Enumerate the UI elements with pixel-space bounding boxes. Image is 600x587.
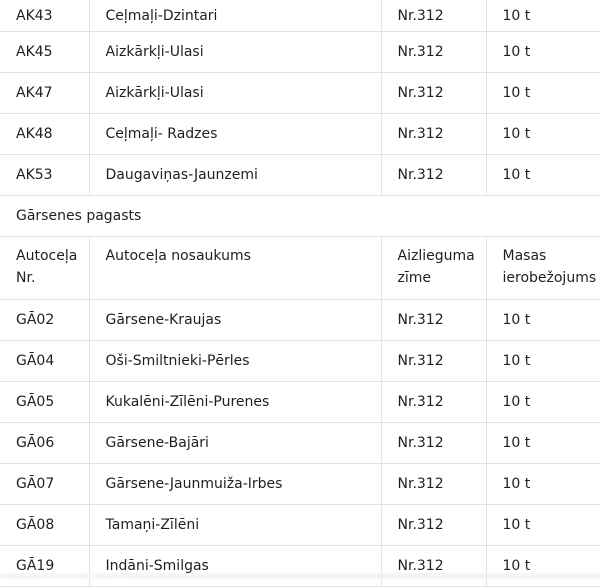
mass-limit: 10 t [486, 340, 600, 381]
road-number: AK47 [0, 73, 89, 114]
prohibition-sign: Nr.312 [381, 299, 486, 340]
mass-limit: 10 t [486, 299, 600, 340]
road-number: GĀ04 [0, 340, 89, 381]
prohibition-sign: Nr.312 [381, 422, 486, 463]
mass-limit: 10 t [486, 155, 600, 196]
road-number: GĀ02 [0, 299, 89, 340]
table-row [0, 381, 600, 422]
bottom-fade [0, 573, 600, 579]
road-number: AK48 [0, 114, 89, 155]
road-name: Oši-Smiltnieki-Pērles [89, 340, 381, 381]
mass-limit: 10 t [486, 463, 600, 504]
table-row [0, 299, 600, 340]
table-row [0, 504, 600, 545]
mass-limit: 10 t [486, 32, 600, 73]
table-row [0, 0, 600, 32]
road-name: Aizkārkļi-Ulasi [89, 32, 381, 73]
road-name: Tamaņi-Zīlēni [89, 504, 381, 545]
table-row [0, 73, 600, 114]
mass-limit: 10 t [486, 114, 600, 155]
table-row [0, 545, 600, 586]
road-number: GĀ19 [0, 545, 89, 586]
table-row [0, 114, 600, 155]
road-name: Kukalēni-Zīlēni-Purenes [89, 381, 381, 422]
road-name: Daugaviņas-Jaunzemi [89, 155, 381, 196]
road-name: Aizkārkļi-Ulasi [89, 73, 381, 114]
table-row [0, 32, 600, 73]
mass-limit: 10 t [486, 73, 600, 114]
road-number: GĀ06 [0, 422, 89, 463]
table-row [0, 463, 600, 504]
mass-limit: 10 t [486, 0, 600, 32]
garsenes-roads-table [0, 237, 600, 587]
table-row [0, 155, 600, 196]
mass-limit: 10 t [486, 422, 600, 463]
road-number: GĀ08 [0, 504, 89, 545]
prohibition-sign: Nr.312 [381, 155, 486, 196]
road-name: Ceļmaļi- Radzes [89, 114, 381, 155]
road-name: Gārsene-Kraujas [89, 299, 381, 340]
prohibition-sign: Nr.312 [381, 504, 486, 545]
road-name: Gārsene-Jaunmuiža-Irbes [89, 463, 381, 504]
section-title: Gārsenes pagasts [0, 196, 600, 237]
prohibition-sign: Nr.312 [381, 32, 486, 73]
prohibition-sign: Nr.312 [381, 114, 486, 155]
prohibition-sign: Nr.312 [381, 0, 486, 32]
prohibition-sign: Nr.312 [381, 545, 486, 586]
table-row [0, 340, 600, 381]
road-name: Indāni-Smilgas [89, 545, 381, 586]
mass-limit: 10 t [486, 381, 600, 422]
header-prohibition-sign: Aizlieguma zīme [381, 237, 486, 299]
mass-limit: 10 t [486, 504, 600, 545]
road-number: AK43 [0, 0, 89, 32]
header-road-number: Autoceļa Nr. [0, 237, 89, 299]
table-row [0, 422, 600, 463]
header-road-name: Autoceļa nosaukums [89, 237, 381, 299]
road-number: GĀ07 [0, 463, 89, 504]
prohibition-sign: Nr.312 [381, 73, 486, 114]
prohibition-sign: Nr.312 [381, 381, 486, 422]
mass-limit: 10 t [486, 545, 600, 586]
road-number: GĀ05 [0, 381, 89, 422]
header-mass-limit: Masas ierobežojums [486, 237, 600, 299]
prohibition-sign: Nr.312 [381, 340, 486, 381]
prohibition-sign: Nr.312 [381, 463, 486, 504]
table-header-row [0, 237, 600, 299]
road-number: AK53 [0, 155, 89, 196]
road-name: Gārsene-Bajāri [89, 422, 381, 463]
road-number: AK45 [0, 32, 89, 73]
road-name: Ceļmaļi-Dzintari [89, 0, 381, 32]
akupes-roads-table [0, 0, 600, 196]
